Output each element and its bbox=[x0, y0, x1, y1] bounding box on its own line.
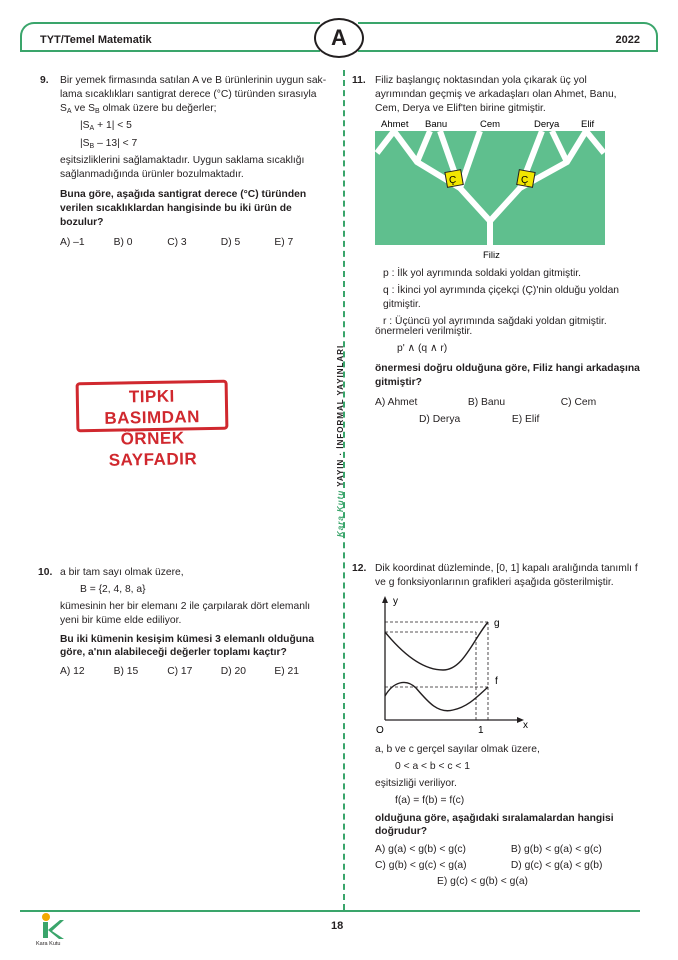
q11-option-a[interactable]: A) Ahmet bbox=[375, 396, 418, 408]
statement-r: r : Üçüncü yol ayrımında sağdaki yoldan gitmiştir. bbox=[383, 315, 607, 327]
q9-option-e[interactable]: E) 7 bbox=[274, 236, 294, 248]
booklet-badge: A bbox=[314, 18, 364, 58]
q10-option-e[interactable]: E) 21 bbox=[274, 666, 299, 678]
x-one-label: 1 bbox=[478, 725, 484, 736]
svg-text:Ç: Ç bbox=[449, 175, 457, 186]
question-10-prompt: Bu iki kümenin kesişim kümesi 3 elemanlı olduğuna göre, a'nın alabileceği değerler toplamı kaçtır? bbox=[60, 633, 315, 659]
name-ahmet: Ahmet bbox=[381, 119, 409, 130]
name-derya: Derya bbox=[534, 119, 560, 130]
curve-g bbox=[385, 622, 488, 670]
origin-label: O bbox=[376, 725, 384, 736]
q10-option-a[interactable]: A) 12 bbox=[60, 666, 85, 678]
publisher-logo bbox=[34, 911, 74, 947]
q11-option-d[interactable]: D) Derya bbox=[419, 414, 461, 426]
equality-f: f(a) = f(b) = f(c) bbox=[395, 794, 465, 806]
q12-option-e[interactable]: E) g(c) < g(b) < g(a) bbox=[437, 876, 528, 888]
q9-option-d[interactable]: D) 5 bbox=[220, 236, 241, 248]
question-11 bbox=[375, 74, 641, 119]
logic-expression: p' ∧ (q ∧ r) bbox=[397, 342, 448, 354]
question-12-prompt: olduğuna göre, aşağıdaki sıralamalardan hangisi doğrudur? bbox=[375, 812, 614, 838]
q9-option-a[interactable]: A) –1 bbox=[60, 236, 85, 248]
question-12-text: Dik koordinat düzleminde, [0, 1] kapalı aralığında tanımlı f ve g fonksiyonlarının grafikleri aşağıda gösterilmiştir. bbox=[375, 563, 638, 588]
q10-option-c[interactable]: C) 17 bbox=[167, 666, 193, 678]
question-9-prompt: Buna göre, aşağıda santigrat derece (°C) türünden verilen sıcaklıklardan hangisinde bu iki ürün de bozulur? bbox=[60, 188, 307, 228]
question-11-text: Filiz başlangıç noktasından yola çıkarak üç yol ayrımından geçmiş ve arkadaşları olan Ahmet, Banu, Cem, Derya ve Elif'ten birine gitmiştir. bbox=[375, 75, 617, 114]
year-label: 2022 bbox=[615, 34, 640, 46]
q10-option-b[interactable]: B) 15 bbox=[113, 666, 139, 678]
svg-text:Kara Kutu: Kara Kutu bbox=[36, 941, 61, 947]
label-g: g bbox=[494, 618, 500, 629]
q11-option-c[interactable]: C) Cem bbox=[560, 396, 597, 408]
road-diagram bbox=[372, 118, 608, 263]
q9-option-c[interactable]: C) 3 bbox=[167, 236, 187, 248]
statement-q: q : İkinci yol ayrımında çiçekçi (Ç)'nin olduğu yoldan gitmiştir. bbox=[383, 284, 620, 310]
function-graph bbox=[368, 592, 538, 740]
question-10-number: 10. bbox=[38, 567, 53, 578]
publisher-side-text: Kara Kutu YAYIN · İNFORMAL YAYINLARI bbox=[336, 344, 345, 537]
sample-page-stamp: TIPKI BASIMDAN ÖRNEK SAYFADIR bbox=[76, 380, 229, 433]
q10-option-d[interactable]: D) 20 bbox=[220, 666, 246, 678]
name-filiz: Filiz bbox=[483, 250, 500, 261]
axis-x-label: x bbox=[523, 720, 528, 731]
name-elif: Elif bbox=[581, 119, 595, 130]
question-11-prompt: önermesi doğru olduğuna göre, Filiz hangi arkadaşına gitmiştir? bbox=[375, 362, 640, 388]
statement-p: p : İlk yol ayrımında soldaki yoldan gitmiştir. bbox=[383, 268, 582, 279]
q12-option-a[interactable]: A) g(a) < g(b) < g(c) bbox=[375, 844, 466, 856]
footer-line bbox=[20, 910, 640, 912]
header-frame-right bbox=[358, 22, 658, 52]
question-10: a bir tam sayı olmak üzere, B = {2, 4, 8, a} kümesinin her bir elemanı 2 ile çarpılarak dört elemanlı yeni bir küme elde ediliyor. Bu iki kümenin kesişim kümesi 3 elemanlı olduğuna göre, a'nın alabileceği değerler toplamı kaçtır? A) 12 B) 15 C) 17 D) 20 E) 21 bbox=[60, 566, 328, 679]
inequality-abc: 0 < a < b < c < 1 bbox=[395, 760, 470, 772]
axis-y-label: y bbox=[393, 596, 398, 607]
name-cem: Cem bbox=[480, 119, 501, 130]
page-title: TYT/Temel Matematik bbox=[40, 34, 152, 46]
q9-option-b[interactable]: B) 0 bbox=[113, 236, 133, 248]
question-11-statements bbox=[383, 267, 641, 332]
question-9-number: 9. bbox=[40, 75, 49, 86]
name-banu: Banu bbox=[425, 119, 448, 130]
question-9-text: eşitsizliklerini sağlamaktadır. Uygun saklama sıcaklığı sağlanmadığında ürünler bozulmaktadır. bbox=[60, 155, 305, 180]
question-11-number: 11. bbox=[352, 75, 366, 86]
page-number: 18 bbox=[331, 920, 344, 932]
question-12-number: 12. bbox=[352, 563, 367, 574]
label-f: f bbox=[495, 676, 498, 687]
q11-option-b[interactable]: B) Banu bbox=[467, 396, 506, 408]
q12-option-c[interactable]: C) g(b) < g(c) < g(a) bbox=[375, 860, 467, 872]
q11-option-e[interactable]: E) Elif bbox=[511, 414, 540, 426]
q12-option-d[interactable]: D) g(c) < g(a) < g(b) bbox=[510, 860, 603, 872]
q12-option-b[interactable]: B) g(b) < g(a) < g(c) bbox=[510, 844, 602, 856]
set-b: B = {2, 4, 8, a} bbox=[80, 583, 146, 595]
svg-text:Ç: Ç bbox=[521, 175, 529, 186]
question-9: Bir yemek firmasında satılan A ve B ürünlerinin uygun sak- lama sıcaklıkları santigrat derece (°C) türünden sırasıyla $S_A$ ve $S_B$ olmak üzere bu değerler; $|S_A + 1| < 5$ $|S_B - 13| < 7$ eşitsizliklerini sağlamaktadır. Uygun saklama sıcaklığı sağlanmadığında ürünler bozulmaktadır. Buna göre, aşağıda santigrat derece (°C) türünden verilen sıcaklıklardan hangisinde bu iki ürün de bozulur? A) –1 B) 0 C) 3 D) 5 E) 7 bbox=[60, 75, 327, 248]
